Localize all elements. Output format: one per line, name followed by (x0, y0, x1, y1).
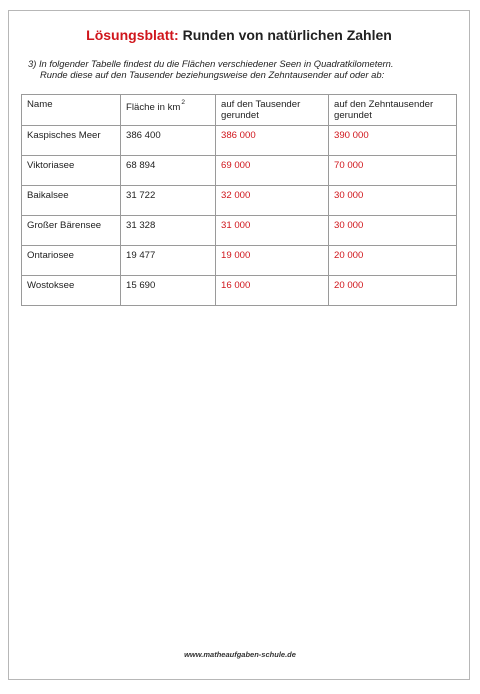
table-row (22, 246, 457, 276)
cell-thousand: 32 000 (216, 186, 329, 216)
cell-area: 19 477 (121, 246, 216, 276)
cell-name: Großer Bärensee (22, 216, 121, 246)
cell-thousand: 31 000 (216, 216, 329, 246)
cell-tenthousand: 20 000 (329, 276, 457, 306)
lakes-table (21, 94, 457, 306)
cell-tenthousand: 70 000 (329, 156, 457, 186)
cell-tenthousand: 30 000 (329, 186, 457, 216)
cell-name: Baikalsee (22, 186, 121, 216)
cell-tenthousand: 390 000 (329, 126, 457, 156)
header-thousand: auf den Tausender gerundet (216, 95, 329, 126)
table-row (22, 126, 457, 156)
cell-thousand: 69 000 (216, 156, 329, 186)
cell-name: Wostoksee (22, 276, 121, 306)
table-row (22, 276, 457, 306)
cell-thousand: 19 000 (216, 246, 329, 276)
footer-website: www.matheaufgaben-schule.de (184, 650, 296, 659)
cell-thousand: 16 000 (216, 276, 329, 306)
cell-area: 68 894 (121, 156, 216, 186)
cell-tenthousand: 30 000 (329, 216, 457, 246)
table-header-row (22, 95, 457, 126)
cell-area: 31 328 (121, 216, 216, 246)
table-row (22, 186, 457, 216)
header-tenthousand: auf den Zehntausender gerundet (329, 95, 457, 126)
task-line-2: Runde diese auf den Tausender beziehungsweise den Zehntausender auf oder ab: (40, 69, 385, 80)
cell-area: 15 690 (121, 276, 216, 306)
title-accent: Lösungsblatt: (86, 27, 179, 43)
table-row (22, 156, 457, 186)
table-row (22, 216, 457, 246)
task-description (28, 58, 458, 80)
header-name: Name (22, 95, 121, 126)
cell-area: 386 400 (121, 126, 216, 156)
title-text: Runden von natürlichen Zahlen (182, 27, 392, 43)
page-title (9, 27, 469, 43)
cell-name: Kaspisches Meer (22, 126, 121, 156)
cell-area: 31 722 (121, 186, 216, 216)
cell-name: Viktoriasee (22, 156, 121, 186)
task-line-1: 3) In folgender Tabelle findest du die Flächen verschiedener Seen in Quadratkilometern. (28, 58, 394, 69)
header-area: Fläche in $km^2$ (121, 95, 216, 126)
header-area-superscript: 2 (181, 99, 186, 106)
cell-name: Ontariosee (22, 246, 121, 276)
cell-thousand: 386 000 (216, 126, 329, 156)
cell-tenthousand: 20 000 (329, 246, 457, 276)
